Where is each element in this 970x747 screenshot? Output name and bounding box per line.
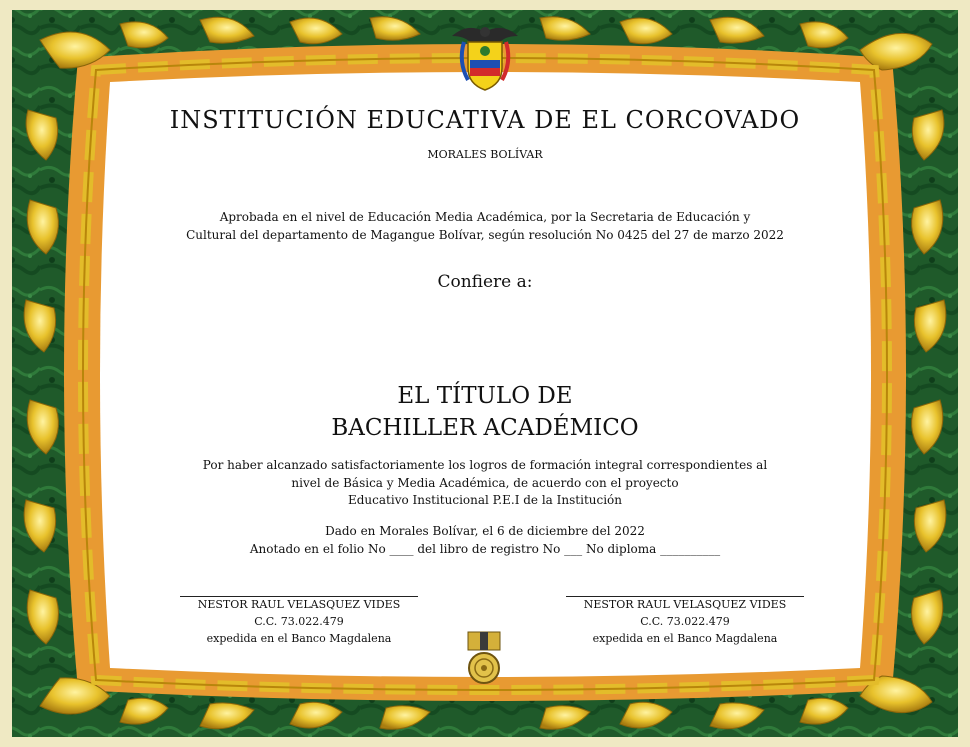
issue-date: Dado en Morales Bolívar, el 6 de diciembre del 2022 [325, 524, 645, 538]
reason-text-line-3: Educativo Institucional P.E.I de la Institución [347, 493, 623, 507]
institution-location: MORALES BOLÍVAR [427, 148, 543, 161]
signer-id-right: C.C. 73.022.479 [640, 615, 730, 628]
degree-title-line-1: EL TÍTULO DE [397, 383, 573, 409]
signer-issued-left: expedida en el Banco Magdalena [206, 632, 392, 645]
approval-text-line-1: Aprobada en el nivel de Educación Media Académica, por la Secretaria de Educación y [219, 210, 751, 224]
registry-line: Anotado en el folio No ____ del libro de registro No ___ No diploma __________ [249, 542, 721, 556]
reason-text-line-2: nivel de Básica y Media Académica, de acuerdo con el proyecto [291, 476, 679, 490]
signature-line-right [566, 596, 804, 597]
reason-text-line-1: Por haber alcanzado satisfactoriamente los logros de formación integral correspondientes al [202, 458, 768, 472]
signer-name-right: NESTOR RAUL VELASQUEZ VIDES [583, 598, 787, 611]
medal-icon [458, 630, 510, 688]
coat-of-arms-icon [450, 22, 520, 94]
approval-text-line-2: Cultural del departamento de Magangue Bolívar, según resolución No 0425 del 27 de marzo 2022 [186, 228, 784, 242]
confers-label: Confiere a: [437, 272, 533, 292]
signature-line-left [180, 596, 418, 597]
institution-name: INSTITUCIÓN EDUCATIVA DE EL CORCOVADO [169, 106, 801, 134]
signer-name-left: NESTOR RAUL VELASQUEZ VIDES [197, 598, 401, 611]
signer-issued-right: expedida en el Banco Magdalena [592, 632, 778, 645]
paper-area [100, 72, 871, 677]
signer-id-left: C.C. 73.022.479 [254, 615, 344, 628]
degree-title-line-2: BACHILLER ACADÉMICO [331, 415, 639, 441]
